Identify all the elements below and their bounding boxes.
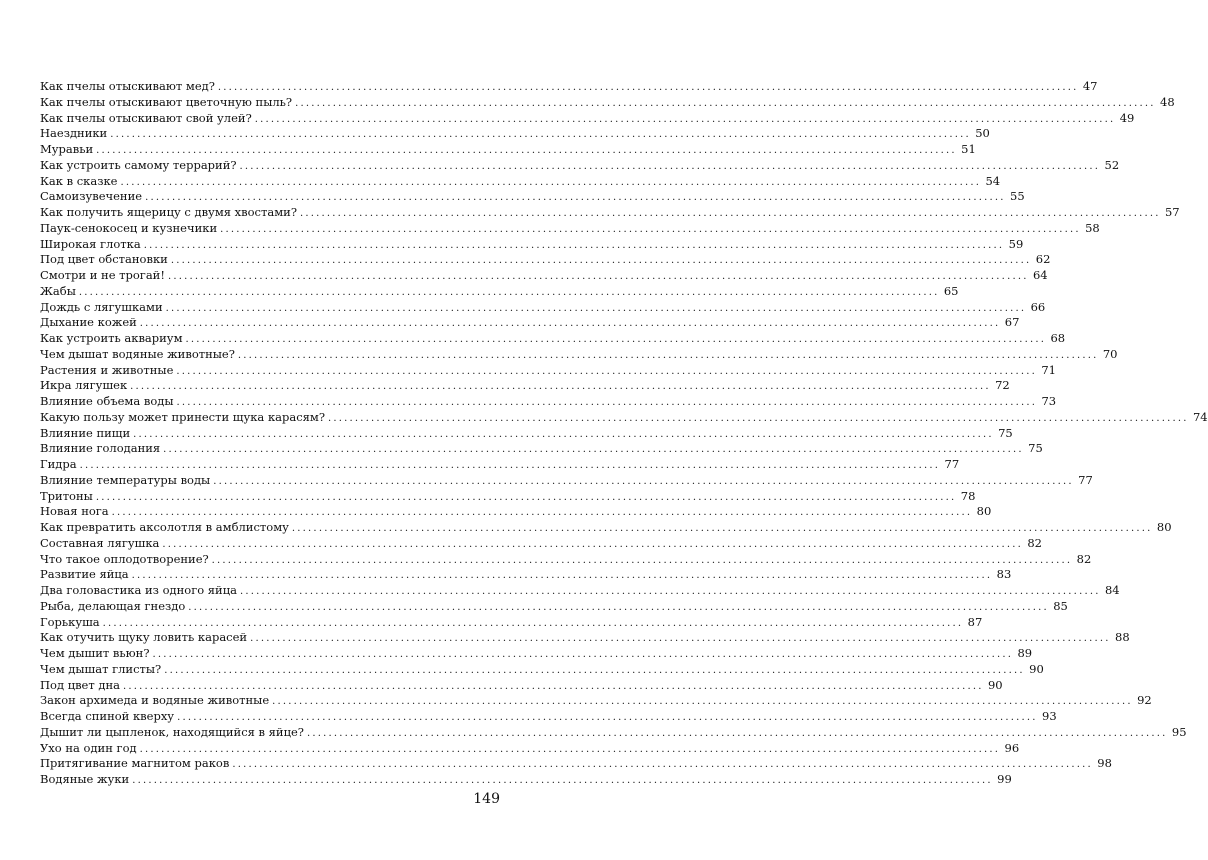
toc-entry-page: 54 bbox=[985, 173, 1001, 188]
toc-entry-page: 75 bbox=[1028, 441, 1043, 456]
toc-entry-page: 66 bbox=[1030, 299, 1046, 314]
toc-entry-page: 48 bbox=[1160, 94, 1175, 109]
dot-leader: ................................................................................................................................................................ bbox=[110, 129, 971, 141]
toc-entry-page: 85 bbox=[1053, 598, 1068, 613]
toc-entry-page: 70 bbox=[1102, 346, 1118, 361]
toc-entry-title: Составная лягушка bbox=[40, 535, 160, 550]
dot-leader: ................................................................................................................................................................ bbox=[152, 649, 1014, 660]
toc-entry-title: Под цвет дна bbox=[40, 677, 120, 692]
toc-entry-page: 78 bbox=[960, 488, 976, 503]
toc-entry bbox=[40, 409, 1208, 426]
toc-entry-title: Как превратить аксолотля в амблистому bbox=[40, 520, 289, 534]
toc-entry bbox=[40, 488, 976, 505]
dot-leader: ................................................................................................................................................................ bbox=[145, 192, 1006, 204]
toc-entry-page: 77 bbox=[1078, 472, 1093, 487]
toc-entry-title: Смотри и не трогай! bbox=[40, 268, 165, 282]
toc-entry-page: 47 bbox=[1082, 79, 1098, 93]
toc-entry-title: Чем дышат глисты? bbox=[40, 661, 162, 676]
toc-entry bbox=[40, 315, 1020, 331]
toc-entry bbox=[40, 205, 1180, 221]
dot-leader: ................................................................................................................................................................ bbox=[120, 176, 982, 188]
dot-leader: ................................................................................................................................................................ bbox=[295, 97, 1156, 109]
dot-leader: ................................................................................................................................................................ bbox=[217, 82, 1079, 93]
toc-entry-title: Как в сказке bbox=[40, 173, 118, 188]
toc-entry-page: 67 bbox=[1004, 315, 1020, 330]
toc-entry-page: 75 bbox=[998, 425, 1013, 440]
toc-entry bbox=[40, 142, 976, 158]
toc-entry-page: 92 bbox=[1137, 693, 1152, 708]
toc-entry bbox=[40, 299, 1046, 316]
dot-leader: ................................................................................................................................................................ bbox=[237, 349, 1099, 361]
dot-leader: ................................................................................................................................................................ bbox=[291, 523, 1153, 534]
toc-entry bbox=[40, 472, 1093, 489]
dot-leader: ................................................................................................................................................................ bbox=[188, 601, 1049, 613]
toc-entry bbox=[40, 614, 983, 631]
toc-entry-title: Притягивание магнитом раков bbox=[40, 756, 230, 771]
toc-entry-title: Дышит ли цыпленок, находящийся в яйце? bbox=[40, 724, 304, 739]
toc-entry-title: Как пчелы отыскивают мед? bbox=[40, 79, 215, 93]
toc-entry-title: Как пчелы отыскивают цветочную пыль? bbox=[40, 94, 293, 109]
toc-entry-page: 77 bbox=[944, 457, 960, 471]
toc-entry-page: 84 bbox=[1104, 583, 1120, 597]
toc-entry-page: 80 bbox=[976, 504, 992, 519]
toc-entry-title: Как устроить самому террарий? bbox=[40, 157, 237, 172]
toc-entry bbox=[40, 283, 959, 300]
toc-entry bbox=[40, 220, 1100, 237]
dot-leader: ................................................................................................................................................................ bbox=[300, 208, 1161, 219]
toc-entry bbox=[40, 173, 1001, 190]
dot-leader: ................................................................................................................................................................ bbox=[176, 365, 1037, 377]
toc-entry-title: Влияние голодания bbox=[40, 441, 161, 456]
toc-entry bbox=[40, 677, 1003, 694]
dot-leader: ................................................................................................................................................................ bbox=[111, 507, 973, 519]
toc-entry-title: Как получить ящерицу с двумя хвостами? bbox=[40, 205, 297, 219]
toc-entry-title: Дождь с лягушками bbox=[40, 299, 163, 314]
toc-entry-title: Растения и животные bbox=[40, 362, 174, 377]
dot-leader: ................................................................................................................................................................ bbox=[78, 286, 940, 298]
toc-entry-page: 87 bbox=[967, 614, 983, 629]
dot-leader: ................................................................................................................................................................ bbox=[177, 712, 1038, 723]
toc-entry-title: Какую пользу может принести щука карасям? bbox=[40, 409, 326, 424]
dot-leader: ................................................................................................................................................................ bbox=[122, 680, 984, 692]
dot-leader: ................................................................................................................................................................ bbox=[162, 538, 1023, 550]
toc-entry bbox=[40, 425, 1013, 442]
toc-entry-page: 82 bbox=[1027, 535, 1042, 550]
toc-entry-title: Чем дышат водяные животные? bbox=[40, 346, 235, 361]
toc-entry bbox=[40, 567, 1012, 583]
toc-entry bbox=[40, 583, 1120, 599]
toc-entry-page: 57 bbox=[1164, 205, 1180, 219]
toc-entry bbox=[40, 362, 1056, 379]
toc-entry-title: Широкая глотка bbox=[40, 236, 141, 251]
dot-leader: ................................................................................................................................................................ bbox=[139, 743, 1001, 755]
toc-entry-page: 90 bbox=[987, 677, 1003, 692]
table-of-contents bbox=[40, 79, 1208, 788]
toc-entry-title: Влияние объема воды bbox=[40, 394, 174, 408]
toc-entry-title: Как устроить аквариум bbox=[40, 331, 183, 345]
dot-leader: ................................................................................................................................................................ bbox=[254, 113, 1116, 125]
toc-entry-page: 99 bbox=[997, 772, 1012, 786]
toc-entry-page: 73 bbox=[1041, 394, 1057, 408]
toc-entry bbox=[40, 709, 1057, 725]
toc-entry-page: 90 bbox=[1029, 661, 1044, 676]
dot-leader: ................................................................................................................................................................ bbox=[102, 617, 964, 629]
toc-entry-title: Горькуша bbox=[40, 614, 100, 629]
dot-leader: ................................................................................................................................................................ bbox=[131, 570, 993, 582]
dot-leader: ................................................................................................................................................................ bbox=[306, 727, 1168, 739]
toc-entry-title: Как отучить щуку ловить карасей bbox=[40, 630, 248, 645]
toc-entry bbox=[40, 378, 1010, 394]
dot-leader: ................................................................................................................................................................ bbox=[167, 271, 1029, 282]
dot-leader: ................................................................................................................................................................ bbox=[272, 696, 1133, 708]
toc-entry-page: 65 bbox=[943, 283, 959, 298]
toc-entry bbox=[40, 394, 1057, 410]
dot-leader: ................................................................................................................................................................ bbox=[139, 318, 1001, 330]
toc-entry-page: 72 bbox=[995, 378, 1010, 393]
toc-entry-title: Влияние пищи bbox=[40, 425, 131, 440]
toc-entry-page: 88 bbox=[1115, 630, 1130, 645]
toc-entry-page: 64 bbox=[1032, 268, 1048, 282]
dot-leader: ................................................................................................................................................................ bbox=[239, 586, 1101, 597]
toc-entry-title: Всегда спиной кверху bbox=[40, 709, 175, 723]
dot-leader: ................................................................................................................................................................ bbox=[143, 239, 1005, 251]
toc-entry bbox=[40, 252, 1051, 268]
toc-entry bbox=[40, 598, 1068, 615]
dot-leader: ................................................................................................................................................................ bbox=[211, 554, 1073, 566]
dot-leader: ................................................................................................................................................................ bbox=[132, 775, 993, 786]
toc-entry-title: Развитие яйца bbox=[40, 567, 129, 582]
toc-entry bbox=[40, 268, 1048, 284]
toc-entry bbox=[40, 740, 1020, 757]
toc-entry bbox=[40, 646, 1033, 662]
dot-leader: ................................................................................................................................................................ bbox=[163, 444, 1024, 456]
toc-entry bbox=[40, 520, 1172, 536]
toc-entry-page: 50 bbox=[975, 126, 990, 141]
toc-entry bbox=[40, 661, 1044, 678]
toc-entry bbox=[40, 535, 1042, 552]
toc-entry-title: Муравьи bbox=[40, 142, 94, 156]
dot-leader: ................................................................................................................................................................ bbox=[133, 428, 994, 440]
toc-entry bbox=[40, 504, 992, 520]
toc-entry-page: 96 bbox=[1004, 740, 1020, 755]
dot-leader: ................................................................................................................................................................ bbox=[250, 633, 1111, 645]
dot-leader: ................................................................................................................................................................ bbox=[220, 223, 1081, 235]
toc-entry-page: 62 bbox=[1035, 252, 1051, 267]
toc-entry bbox=[40, 346, 1118, 363]
dot-leader: ................................................................................................................................................................ bbox=[328, 412, 1189, 424]
dot-leader: ................................................................................................................................................................ bbox=[130, 381, 991, 393]
toc-entry-page: 58 bbox=[1085, 220, 1100, 235]
toc-entry-title: Тритоны bbox=[40, 488, 93, 503]
toc-entry-title: Влияние температуры воды bbox=[40, 472, 211, 487]
toc-entry bbox=[40, 772, 1012, 788]
toc-entry bbox=[40, 126, 990, 142]
toc-entry-title: Жабы bbox=[40, 283, 76, 298]
toc-entry-page: 51 bbox=[961, 142, 976, 156]
toc-entry bbox=[40, 724, 1187, 741]
toc-entry-title: Рыба, делающая гнездо bbox=[40, 598, 186, 613]
toc-entry-page: 68 bbox=[1050, 331, 1066, 345]
toc-entry bbox=[40, 441, 1043, 457]
toc-entry-page: 59 bbox=[1008, 236, 1024, 251]
toc-entry-page: 71 bbox=[1041, 362, 1056, 377]
dot-leader: ................................................................................................................................................................ bbox=[239, 160, 1101, 172]
toc-entry bbox=[40, 331, 1066, 347]
toc-entry-page: 74 bbox=[1192, 409, 1208, 424]
toc-entry bbox=[40, 236, 1024, 253]
toc-entry-page: 98 bbox=[1097, 756, 1112, 771]
toc-entry bbox=[40, 457, 960, 473]
dot-leader: ................................................................................................................................................................ bbox=[96, 145, 957, 156]
toc-entry-title: Под цвет обстановки bbox=[40, 252, 168, 267]
toc-entry-title: Как пчелы отыскивают свой улей? bbox=[40, 110, 252, 125]
toc-entry-page: 52 bbox=[1104, 157, 1120, 172]
toc-entry bbox=[40, 79, 1098, 95]
toc-entry-page: 83 bbox=[996, 567, 1012, 582]
toc-entry-page: 82 bbox=[1076, 551, 1092, 566]
toc-entry bbox=[40, 157, 1120, 174]
toc-entry-title: Водяные жуки bbox=[40, 772, 130, 786]
toc-entry-title: Паук-сенокосец и кузнечики bbox=[40, 220, 218, 235]
dot-leader: ................................................................................................................................................................ bbox=[170, 255, 1032, 267]
dot-leader: ................................................................................................................................................................ bbox=[79, 460, 941, 471]
toc-entry-title: Ухо на один год bbox=[40, 740, 137, 755]
toc-entry-title: Икра лягушек bbox=[40, 378, 128, 393]
toc-entry bbox=[40, 756, 1112, 772]
toc-entry bbox=[40, 94, 1175, 111]
dot-leader: ................................................................................................................................................................ bbox=[176, 397, 1038, 408]
dot-leader: ................................................................................................................................................................ bbox=[213, 475, 1074, 487]
toc-entry-page: 95 bbox=[1171, 724, 1187, 739]
toc-entry bbox=[40, 110, 1135, 127]
dot-leader: ................................................................................................................................................................ bbox=[232, 759, 1093, 771]
toc-entry-title: Наездники bbox=[40, 126, 108, 141]
toc-entry bbox=[40, 189, 1025, 205]
toc-entry-page: 89 bbox=[1017, 646, 1033, 660]
toc-entry-page: 49 bbox=[1119, 110, 1135, 125]
toc-entry-page: 93 bbox=[1042, 709, 1057, 723]
toc-entry-title: Чем дышит вьюн? bbox=[40, 646, 150, 660]
dot-leader: ................................................................................................................................................................ bbox=[165, 302, 1027, 314]
dot-leader: ................................................................................................................................................................ bbox=[164, 664, 1025, 676]
toc-entry-title: Гидра bbox=[40, 457, 77, 471]
toc-entry bbox=[40, 551, 1092, 568]
toc-entry bbox=[40, 693, 1152, 709]
page-number: 149 bbox=[473, 791, 500, 807]
toc-entry-page: 80 bbox=[1156, 520, 1172, 534]
toc-entry-title: Самоизувечение bbox=[40, 189, 143, 204]
toc-entry-title: Закон архимеда и водяные животные bbox=[40, 693, 270, 708]
toc-entry-title: Дыхание кожей bbox=[40, 315, 137, 330]
toc-entry-title: Что такое оплодотворение? bbox=[40, 551, 209, 566]
toc-entry-title: Новая нога bbox=[40, 504, 109, 519]
toc-entry-page: 55 bbox=[1010, 189, 1025, 204]
dot-leader: ................................................................................................................................................................ bbox=[185, 334, 1047, 345]
dot-leader: ................................................................................................................................................................ bbox=[95, 491, 957, 503]
toc-entry bbox=[40, 630, 1130, 646]
toc-entry-title: Два головастика из одного яйца bbox=[40, 583, 237, 597]
